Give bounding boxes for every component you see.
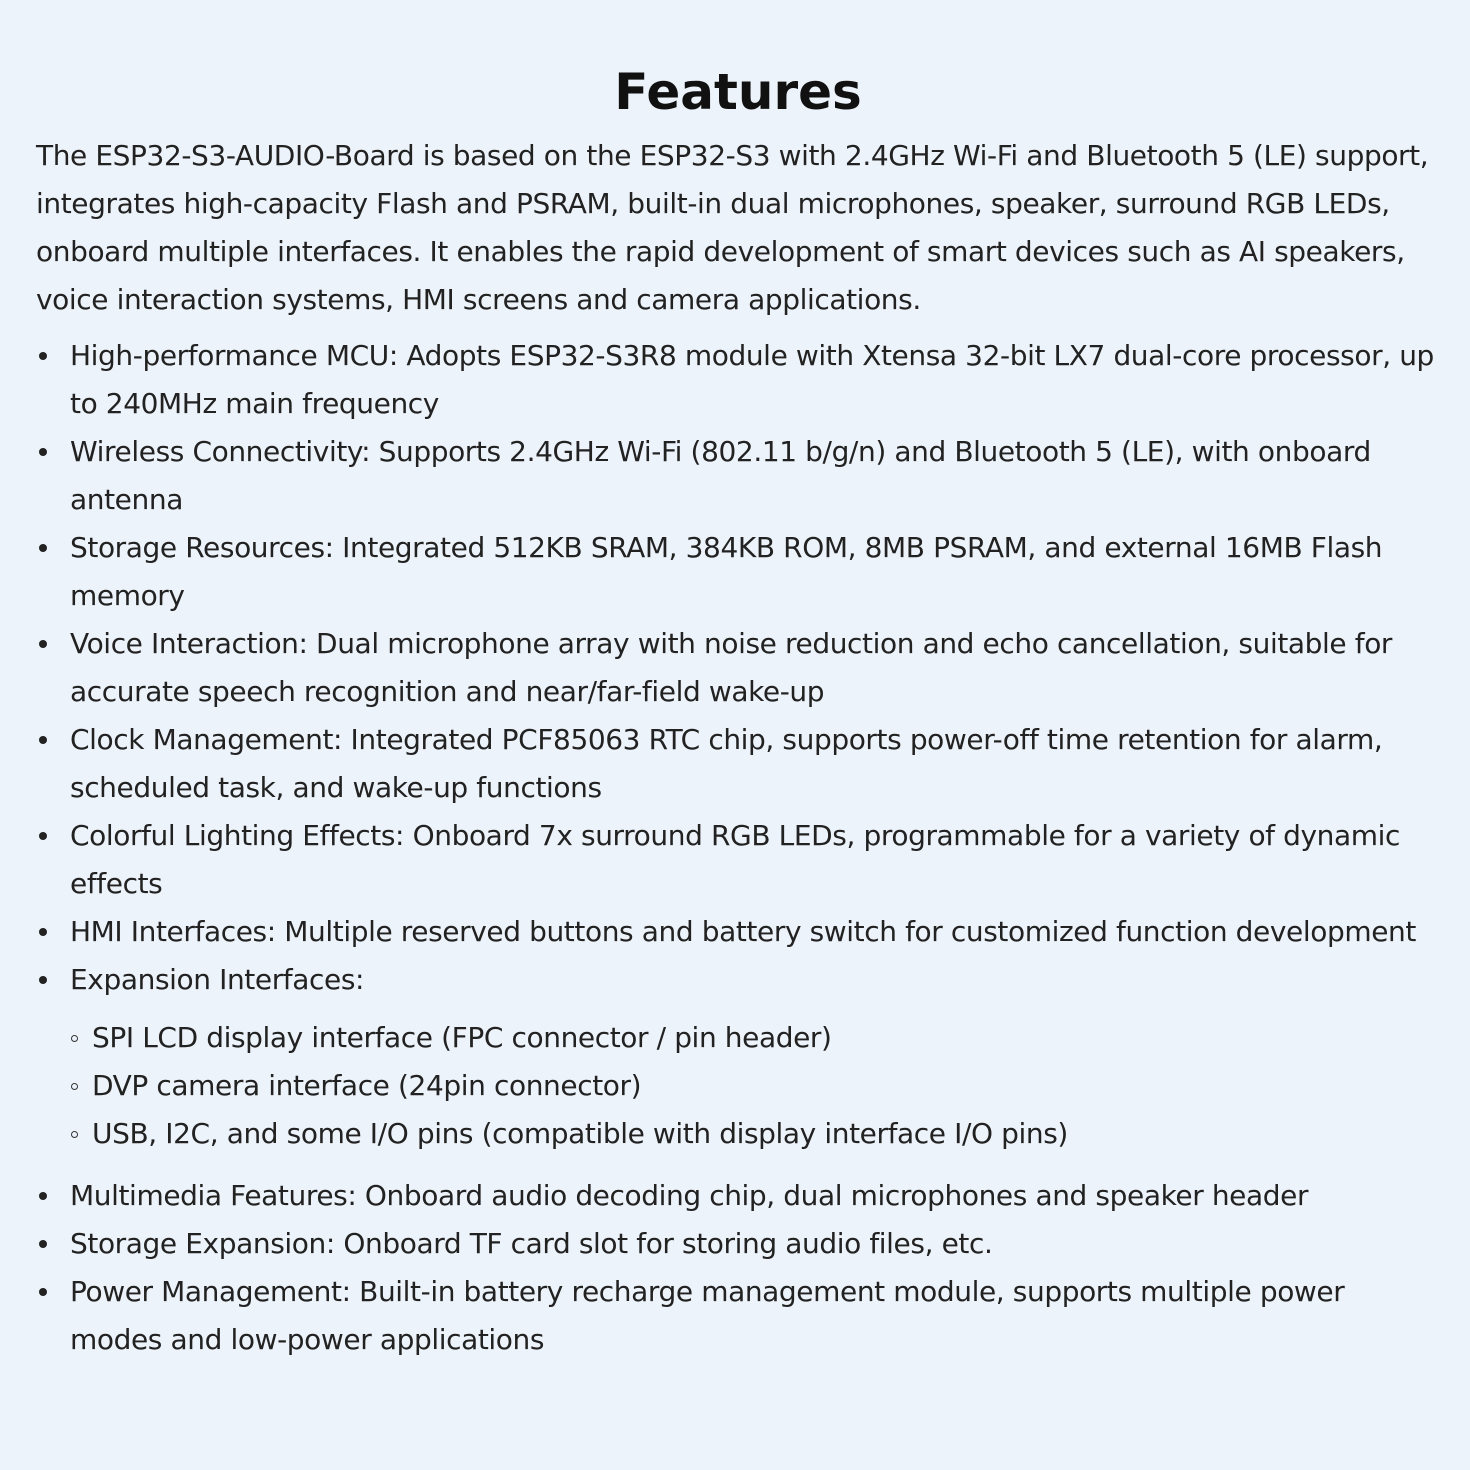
hollow-bullet-icon [71, 1083, 78, 1090]
feature-item-wireless [36, 428, 1440, 524]
feature-item-multimedia [36, 1172, 1440, 1220]
feature-item-storage-expansion [36, 1220, 1440, 1268]
bullet-icon [39, 544, 47, 552]
feature-item-power [36, 1268, 1440, 1364]
bullet-icon [39, 928, 47, 936]
feature-item-expansion [36, 956, 1440, 1158]
sub-item-text: DVP camera interface (24pin connector) [92, 1069, 642, 1102]
bullet-icon [39, 1192, 47, 1200]
hollow-bullet-icon [71, 1035, 78, 1042]
feature-text: Expansion Interfaces: [70, 963, 365, 996]
sub-item-text: USB, I2C, and some I/O pins (compatible with display interface I/O pins) [92, 1117, 1068, 1150]
bullet-icon [39, 736, 47, 744]
sub-item-usb-i2c [70, 1110, 1440, 1158]
feature-item-mcu [36, 332, 1440, 428]
feature-list [36, 332, 1440, 1364]
bullet-icon [39, 1288, 47, 1296]
sub-item-spi-lcd [70, 1014, 1440, 1062]
bullet-icon [39, 1240, 47, 1248]
feature-text: Storage Expansion: Onboard TF card slot for storing audio files, etc. [70, 1227, 993, 1260]
feature-item-hmi [36, 908, 1440, 956]
feature-text: HMI Interfaces: Multiple reserved buttons and battery switch for customized function development [70, 915, 1416, 948]
feature-text: Wireless Connectivity: Supports 2.4GHz Wi-Fi (802.11 b/g/n) and Bluetooth 5 (LE), with onboard antenna [70, 435, 1371, 516]
bullet-icon [39, 448, 47, 456]
bullet-icon [39, 352, 47, 360]
sub-item-text: SPI LCD display interface (FPC connector / pin header) [92, 1021, 832, 1054]
feature-text: Power Management: Built-in battery recharge management module, supports multiple power modes and low-power applications [70, 1275, 1345, 1356]
feature-item-clock [36, 716, 1440, 812]
feature-text: Storage Resources: Integrated 512KB SRAM, 384KB ROM, 8MB PSRAM, and external 16MB Flash memory [70, 531, 1383, 612]
feature-text: High-performance MCU: Adopts ESP32-S3R8 module with Xtensa 32-bit LX7 dual-core processor, up to 240MHz main frequency [70, 339, 1434, 420]
hollow-bullet-icon [71, 1131, 78, 1138]
feature-text: Clock Management: Integrated PCF85063 RTC chip, supports power-off time retention for alarm, scheduled task, and wake-up functions [70, 723, 1383, 804]
bullet-icon [39, 640, 47, 648]
page-title: Features [614, 63, 862, 121]
feature-item-storage [36, 524, 1440, 620]
expansion-sub-list [70, 1014, 1440, 1158]
bullet-icon [39, 976, 47, 984]
feature-item-voice [36, 620, 1440, 716]
feature-text: Colorful Lighting Effects: Onboard 7x surround RGB LEDs, programmable for a variety of dynamic effects [70, 819, 1401, 900]
intro-paragraph: The ESP32-S3-AUDIO-Board is based on the ESP32-S3 with 2.4GHz Wi-Fi and Bluetooth 5 (LE) support, integrates high-capacity Flash and PSRAM, built-in dual microphones, speaker, surround RGB LEDs, onboard multiple interfaces. It enables the rapid development of smart devices such as AI speakers, voice interaction systems, HMI screens and camera applications. [36, 139, 1429, 316]
feature-text: Voice Interaction: Dual microphone array with noise reduction and echo cancellation, suitable for accurate speech recognition and near/far-field wake-up [70, 627, 1393, 708]
sub-item-dvp-camera [70, 1062, 1440, 1110]
bullet-icon [39, 832, 47, 840]
feature-item-lighting [36, 812, 1440, 908]
feature-text: Multimedia Features: Onboard audio decoding chip, dual microphones and speaker header [70, 1179, 1309, 1212]
